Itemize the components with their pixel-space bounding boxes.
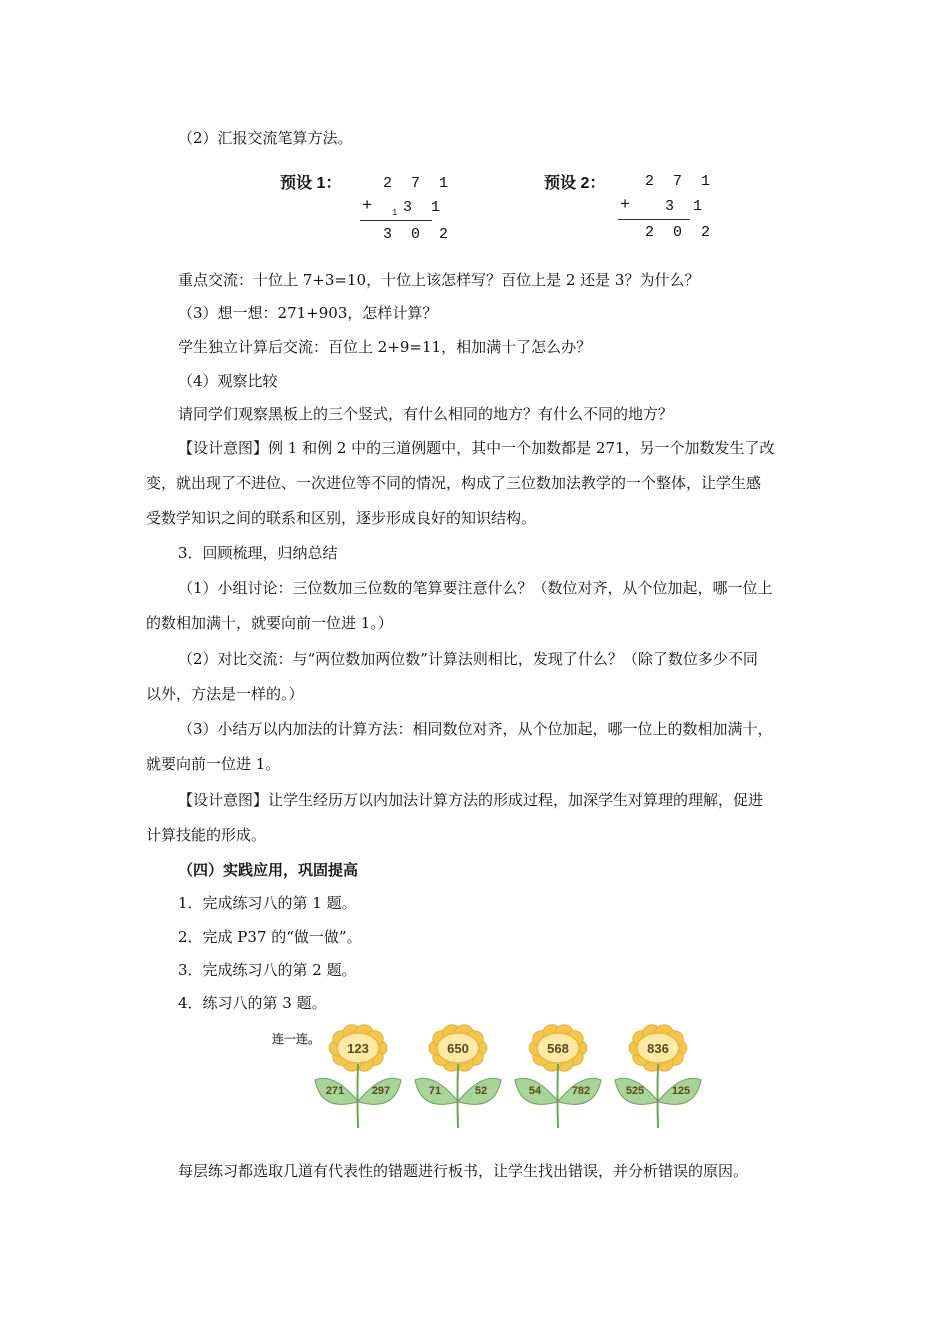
addend-top: 2 7 1 (383, 175, 454, 192)
leaf-number-right: 52 (474, 1085, 488, 1097)
flower-4 (613, 1020, 703, 1130)
text-line: 3．完成练习八的第 2 题。 (178, 961, 357, 979)
text-line: 3．回顾梳理，归纳总结 (178, 544, 338, 562)
text-line: 学生独立计算后交流：百位上 2+9=11，相加满十了怎么办？ (178, 338, 592, 356)
leaf-number-left: 271 (325, 1085, 345, 1097)
addend-bottom: 3 1 (403, 199, 446, 216)
text-line: （3）小结万以内加法的计算方法：相同数位对齐，从个位加起，哪一位上的数相加满十， (178, 720, 773, 738)
text-line: （2）汇报交流笔算方法。 (178, 129, 353, 147)
flower-number: 836 (647, 1041, 669, 1056)
addend-top: 2 7 1 (645, 173, 716, 190)
section-heading: （四）实践应用，巩固提高 (178, 861, 359, 879)
text-line: （3）想一想：271+903，怎样计算？ (178, 304, 438, 322)
leaf-number-right: 297 (371, 1085, 391, 1097)
text-line: 1．完成练习八的第 1 题。 (178, 894, 357, 912)
sum-result: 3 0 2 (383, 226, 454, 243)
carry-digit: 1 (392, 208, 398, 218)
flower-3 (513, 1020, 603, 1130)
text-line: 变，就出现了不进位、一次进位等不同的情况，构成了三位数加法教学的一个整体，让学生感 (146, 474, 762, 492)
text-line: 的数相加满十，就要向前一位进 1。） (146, 614, 393, 632)
flower-number: 650 (447, 1041, 469, 1056)
preset-label: 预设 2： (544, 175, 606, 192)
text-line: 重点交流：十位上 7+3=10，十位上该怎样写？百位上是 2 还是 3？为什么？ (178, 271, 700, 289)
sum-result: 2 0 2 (645, 224, 716, 241)
text-line: 受数学知识之间的联系和区别，逐步形成良好的知识结构。 (146, 509, 537, 527)
leaf-number-right: 782 (571, 1085, 591, 1097)
text-line: （1）小组讨论：三位数加三位数的笔算要注意什么？（数位对齐，从个位加起，哪一位上 (178, 579, 773, 597)
text-line: （4）观察比较 (178, 372, 278, 390)
exercise-title: 连一连。 (272, 1032, 321, 1046)
leaf-number-left: 54 (528, 1085, 542, 1097)
flower-2 (413, 1020, 503, 1130)
flower-number: 568 (547, 1041, 569, 1056)
text-line: 每层练习都选取几道有代表性的错题进行板书，让学生找出错误，并分析错误的原因。 (178, 1162, 749, 1180)
text-line: 2．完成 P37 的“做一做”。 (178, 928, 362, 946)
sum-line (360, 220, 432, 221)
text-line: 请同学们观察黑板上的三个竖式，有什么相同的地方？有什么不同的地方？ (178, 405, 674, 423)
addend-bottom: 3 1 (665, 198, 708, 215)
plus-sign: + (362, 197, 373, 216)
text-line: 【设计意图】例 1 和例 2 中的三道例题中，其中一个加数都是 271，另一个加数发生了改 (178, 439, 775, 457)
sum-line (618, 219, 690, 220)
leaf-number-left: 71 (428, 1085, 442, 1097)
leaf-number-left: 525 (625, 1085, 645, 1097)
text-line: 【设计意图】让学生经历万以内加法计算方法的形成过程，加深学生对算理的理解，促进 (178, 791, 764, 809)
text-line: 计算技能的形成。 (146, 826, 267, 844)
text-line: （2）对比交流：与“两位数加两位数”计算法则相比，发现了什么？（除了数位多少不同 (178, 650, 758, 668)
text-line: 以外，方法是一样的。） (146, 685, 304, 703)
text-line: 4．练习八的第 3 题。 (178, 994, 327, 1012)
leaf-number-right: 125 (671, 1085, 691, 1097)
text-line: 就要向前一位进 1。 (146, 755, 281, 773)
flower-number: 123 (347, 1041, 369, 1056)
preset-label: 预设 1： (280, 175, 342, 192)
plus-sign: + (620, 196, 631, 215)
flower-1 (313, 1020, 403, 1130)
